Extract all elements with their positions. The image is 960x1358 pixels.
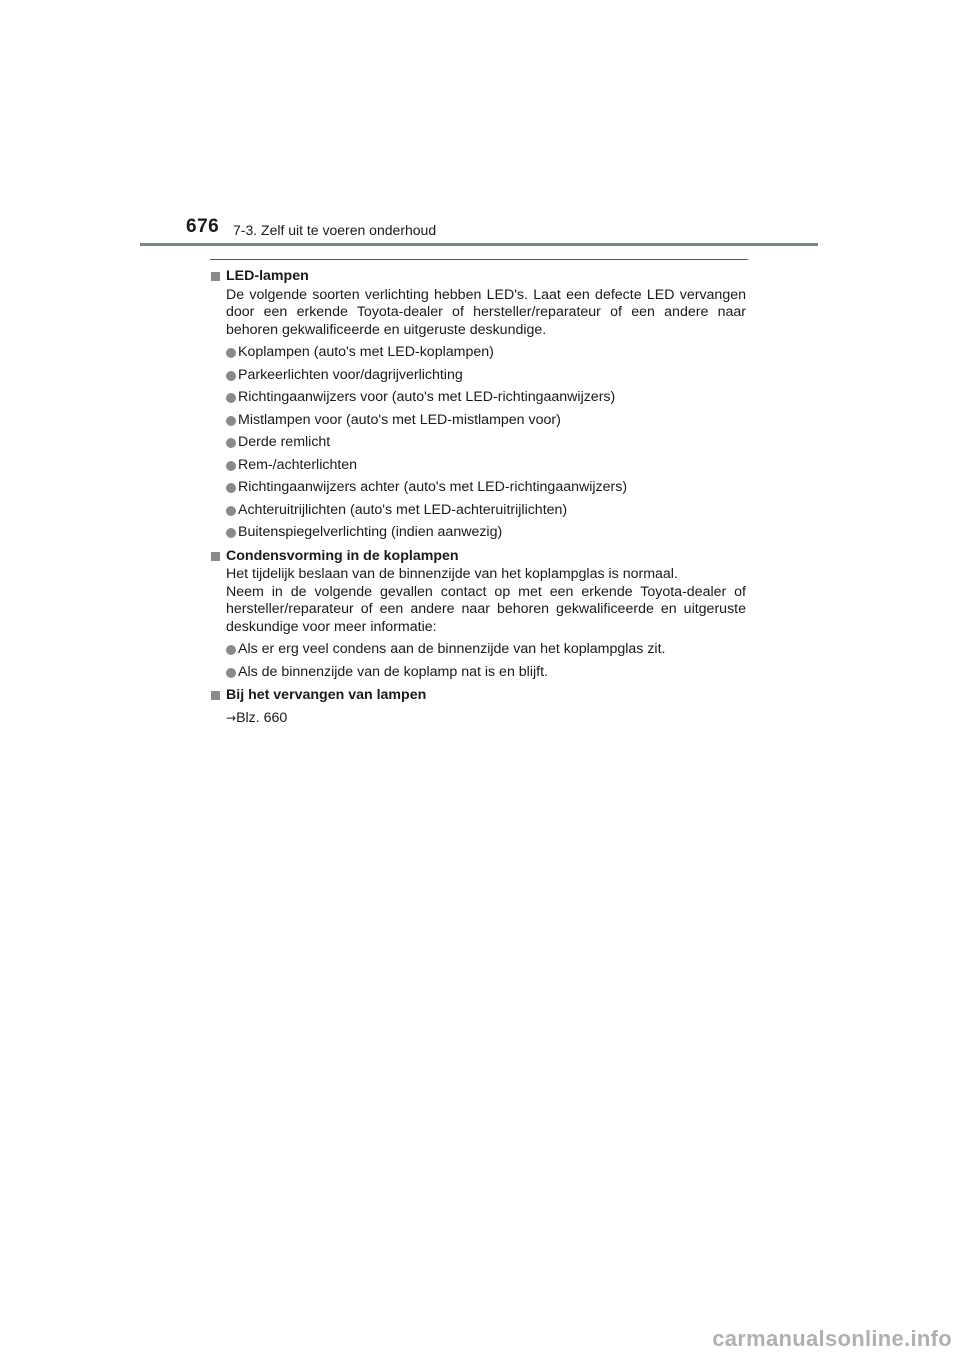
list-item-text: Mistlampen voor (auto's met LED-mistlampen voor) [238,411,561,428]
list-item-text: Buitenspiegelverlichting (indien aanwezig) [238,524,503,540]
list-item-text: Richtingaanwijzers voor (auto's met LED-richtingaanwijzers) [238,389,616,405]
list-item [210,524,746,542]
list-item-text: Parkeerlichten voor/dagrijverlichting [238,366,463,383]
circle-bullet-icon [226,483,236,493]
list-item [210,412,746,430]
square-bullet-icon [211,272,220,281]
list-item [210,434,746,452]
heading-text: Bij het vervangen van lampen [226,687,427,703]
list-item [210,344,746,362]
section-title: 7-3. Zelf uit te voeren onderhoud [233,222,437,238]
page-number: 676 [186,216,220,237]
list-item [210,479,746,497]
circle-bullet-icon [226,416,236,426]
heading-led-lampen [210,268,746,286]
heading-text: Condensvorming in de koplampen [226,547,459,564]
list-item [210,389,746,407]
list-item [210,664,746,682]
content-rule [210,259,748,260]
list-item-text: Derde remlicht [238,434,331,450]
circle-bullet-icon [226,461,236,471]
page-reference-link[interactable]: Blz. 660 [236,709,288,726]
circle-bullet-icon [226,348,236,358]
heading-condensvorming [210,548,746,566]
list-item-text: Als er erg veel condens aan de binnenzijde van het koplampglas zit. [238,641,666,657]
list-item [210,367,746,385]
watermark: carmanualsonline.info [712,1326,952,1351]
paragraph-condens-1: Het tijdelijk beslaan van de binnenzijde van het koplampglas is normaal. [226,566,678,582]
page-reference [210,710,746,728]
list-item-text: Koplampen (auto's met LED-koplampen) [238,344,494,360]
list-item [210,641,746,659]
paragraph-condens-2: Neem in de volgende gevallen contact op met een erkende Toyota-dealer of hersteller/reparateur of een andere naar behoren gekwalificeerde en uitgeruste deskundige voor meer informatie: [226,583,746,635]
header-rule [140,243,818,246]
list-item [210,457,746,475]
circle-bullet-icon [226,393,236,403]
content-body [210,266,746,727]
circle-bullet-icon [226,438,236,448]
circle-bullet-icon [226,528,236,538]
list-item-text: Als de binnenzijde van de koplamp nat is en blijft. [238,663,548,680]
arrow-right-icon: → [226,710,237,725]
circle-bullet-icon [226,668,236,678]
circle-bullet-icon [226,371,236,381]
list-item-text: Rem-/achterlichten [238,456,358,473]
list-item-text: Richtingaanwijzers achter (auto's met LED-richtingaanwijzers) [238,479,628,495]
heading-lampen-vervangen [210,687,746,705]
paragraph-led: De volgende soorten verlichting hebben LED's. Laat een defecte LED vervangen door een erkende Toyota-dealer of hersteller/reparateur of een andere naar behoren gekwalificeerde en uitgeruste deskundige. [226,286,746,338]
square-bullet-icon [211,691,220,700]
list-item-text: Achteruitrijlichten (auto's met LED-achteruitrijlichten) [238,501,568,518]
circle-bullet-icon [226,506,236,516]
square-bullet-icon [211,552,220,561]
circle-bullet-icon [226,645,236,655]
heading-text: LED-lampen [226,268,309,284]
list-item [210,502,746,520]
